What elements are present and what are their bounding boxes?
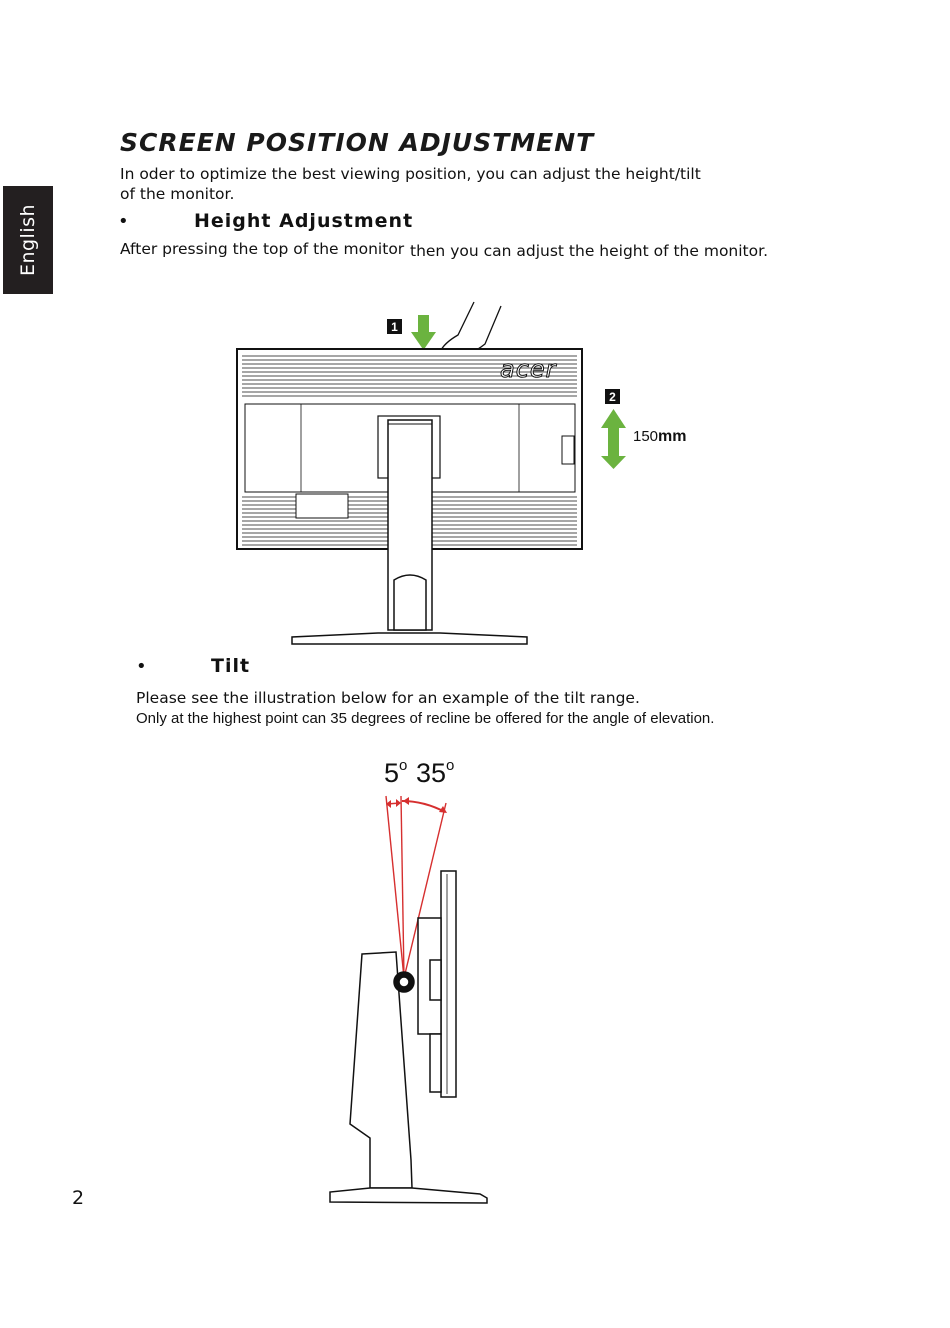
- page-number: 2: [72, 1187, 85, 1209]
- height-range-arrow-icon: [601, 409, 626, 469]
- height-text-part1: After pressing the top of the monitor: [120, 240, 405, 258]
- intro-line-2: of the monitor.: [120, 185, 235, 203]
- tilt-text-line2: Only at the highest point can 35 degrees of recline be offered for the angle of elevation.: [136, 710, 715, 727]
- tilt-arrowheads: [386, 797, 447, 813]
- tilt-heading: Tilt: [211, 655, 251, 677]
- tilt-back-angle: 35$^o$: [416, 757, 455, 788]
- language-label: English: [17, 203, 40, 277]
- press-down-arrow-icon: [411, 315, 436, 350]
- height-heading: Height Adjustment: [194, 210, 414, 232]
- page-title: SCREEN POSITION ADJUSTMENT: [120, 128, 595, 157]
- tilt-text-line1: Please see the illustration below for an example of the tilt range.: [136, 689, 640, 707]
- bullet-height: •: [118, 211, 129, 232]
- bullet-tilt: •: [136, 656, 147, 677]
- height-range-label: 150mm: [633, 428, 687, 445]
- intro-line-1: In oder to optimize the best viewing position, you can adjust the height/tilt: [120, 165, 701, 183]
- brand-logo: acer: [500, 355, 557, 383]
- step-1-badge: 1: [387, 319, 402, 334]
- tilt-forward-angle: 5$^o$: [384, 757, 408, 788]
- height-text-part2: then you can adjust the height of the monitor.: [410, 242, 768, 260]
- monitor-side-view: [330, 871, 487, 1203]
- step-2-badge: 2: [605, 389, 620, 404]
